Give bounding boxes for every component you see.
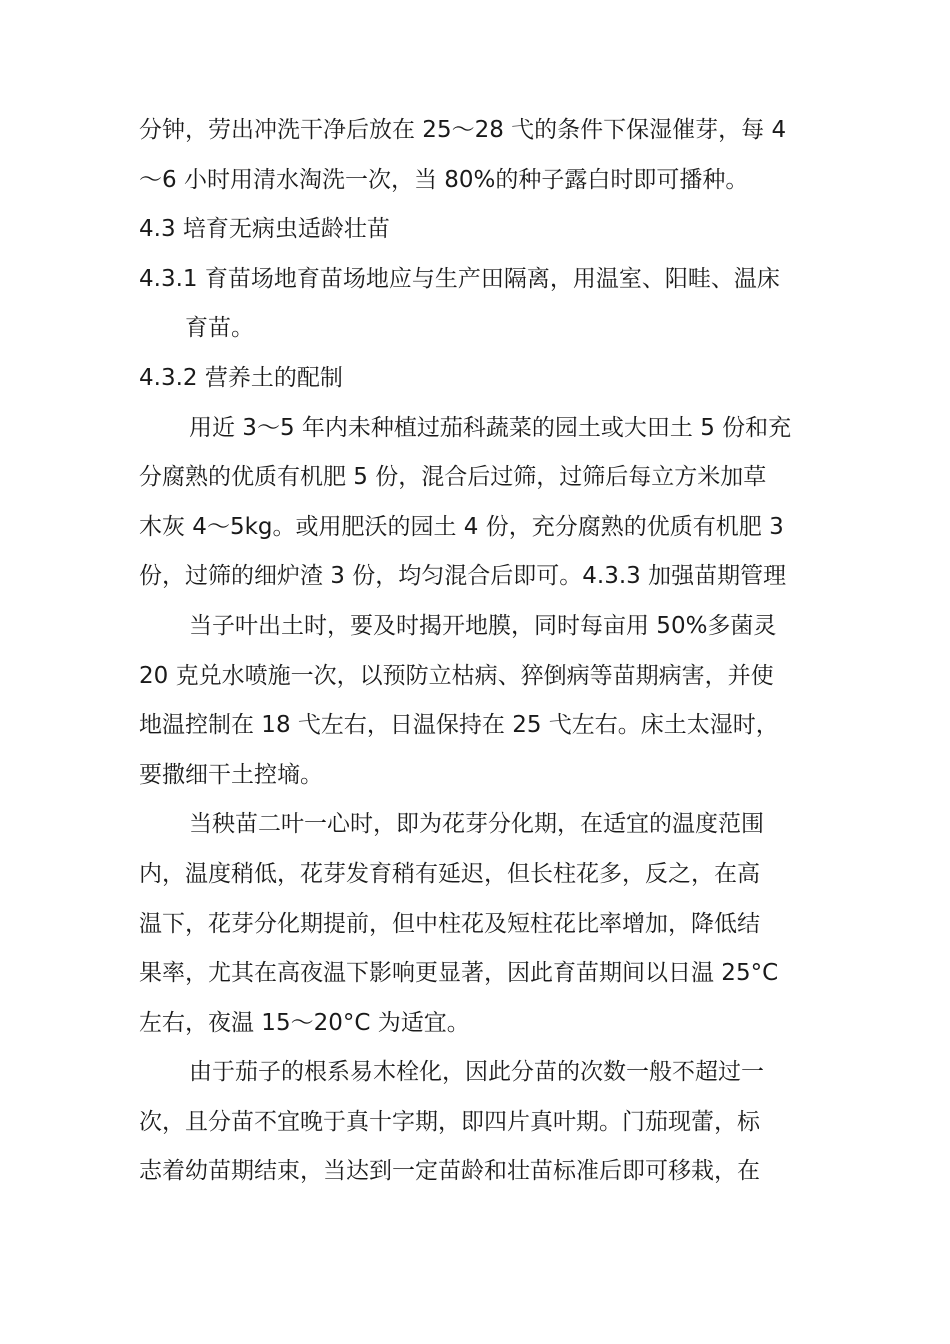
text-line-21: 次，且分苗不宜晚于真十字期，即四片真叶期。门茄现蕾，标	[139, 1108, 760, 1135]
text-line-12: 20 克兑水喷施一次，以预防立枯病、猝倒病等苗期病害，并使	[139, 662, 774, 689]
text-line-14: 要撒细干土控墒。	[139, 761, 323, 788]
paragraph-start-line-7: 用近 3～5 年内未种植过茄科蔬菜的园土或大田土 5 份和充	[189, 414, 792, 441]
text-line-18: 果率，尤其在高夜温下影响更显著，因此育苗期间以日温 25°C	[139, 960, 779, 987]
document-body	[139, 106, 829, 1197]
text-line-8: 分腐熟的优质有机肥 5 份，混合后过筛，过筛后每立方米加草	[139, 464, 767, 491]
text-line-19: 左右，夜温 15～20°C 为适宜。	[139, 1009, 470, 1036]
section-heading-4-3: 4.3 培育无病虫适龄壮苗	[139, 216, 390, 243]
text-line-13: 地温控制在 18 弋左右，日温保持在 25 弋左右。床土太湿时，	[139, 712, 779, 739]
text-line-5: 育苗。	[185, 315, 254, 342]
subsection-heading-4-3-1: 4.3.1 育苗场地育苗场地应与生产田隔离，用温室、阳畦、温床	[139, 265, 780, 292]
text-line-16: 内，温度稍低，花芽发育稍有延迟，但长柱花多，反之，在高	[139, 860, 760, 887]
paragraph-start-line-11: 当子叶出土时，要及时揭开地膜，同时每亩用 50%多菌灵	[189, 612, 777, 639]
text-line-1: 分钟，劳出冲洗干净后放在 25～28 弋的条件下保湿催芽，每 4	[139, 117, 787, 143]
text-line-10: 份，过筛的细炉渣 3 份，均匀混合后即可。4.3.3 加强苗期管理	[139, 563, 787, 590]
subsection-heading-4-3-2: 4.3.2 营养土的配制	[139, 364, 343, 391]
text-line-17: 温下，花芽分化期提前，但中柱花及短柱花比率增加，降低结	[139, 910, 760, 937]
paragraph-start-line-15: 当秧苗二叶一心时，即为花芽分化期，在适宜的温度范围	[189, 811, 764, 838]
text-line-9: 木灰 4～5kg。或用肥沃的园土 4 份，充分腐熟的优质有机肥 3	[139, 513, 784, 540]
text-line-2: ～6 小时用清水淘洗一次，当 80%的种子露白时即可播种。	[139, 166, 749, 193]
paragraph-start-line-20: 由于茄子的根系易木栓化，因此分苗的次数一般不超过一	[189, 1059, 764, 1086]
text-line-22: 志着幼苗期结束，当达到一定苗龄和壮苗标准后即可移栽，在	[139, 1158, 760, 1185]
